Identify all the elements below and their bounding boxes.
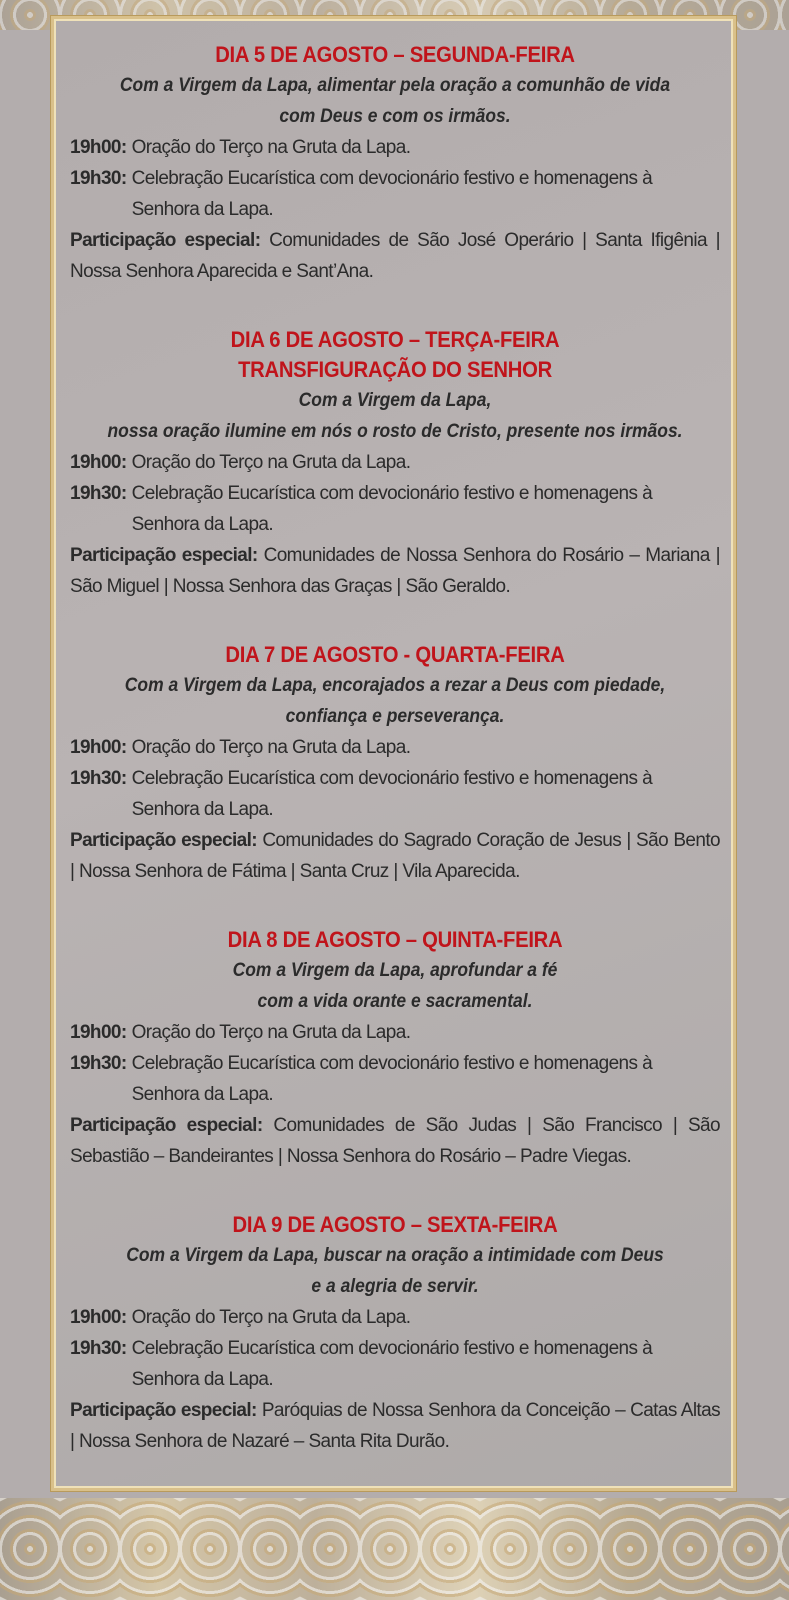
motto-line: Com a Virgem da Lapa, [298,390,492,411]
day-motto [70,1240,720,1302]
bottom-ornament-border [0,1498,789,1600]
schedule-item [70,1017,720,1048]
day-schedule [70,132,720,225]
day-title: DIA 5 DE AGOSTO – SEGUNDA-FEIRA [215,42,575,67]
day-subtitle: TRANSFIGURAÇÃO DO SENHOR [238,357,552,382]
schedule-time: 19h30: [70,168,127,189]
schedule-item [70,478,720,540]
schedule-item [70,163,720,225]
schedule-time: 19h30: [70,1338,127,1359]
day-motto [70,670,720,732]
motto-line: confiança e perseverança. [285,706,505,727]
day-title: DIA 9 DE AGOSTO – SEXTA-FEIRA [232,1212,558,1237]
participation-label: Participação especial: [70,230,261,251]
schedule-description: Oração do Terço na Gruta da Lapa. [131,1022,411,1043]
participation-text: Comunidades de São Judas | São Francisco | São Sebastião – Bandeirantes | Nossa Senhora do Rosário – Padre Viegas. [70,1115,720,1167]
participation [70,1395,720,1457]
schedule-description: Oração do Terço na Gruta da Lapa. [131,137,411,158]
schedule-description: Celebração Eucarística com devocionário festivo e homenagens à Senhora da Lapa. [131,168,653,220]
schedule-description: Celebração Eucarística com devocionário festivo e homenagens à Senhora da Lapa. [131,1338,653,1390]
schedule-time: 19h00: [70,137,127,158]
schedule-description: Oração do Terço na Gruta da Lapa. [131,1307,411,1328]
participation-label: Participação especial: [70,545,258,566]
motto-line: Com a Virgem da Lapa, alimentar pela oração a comunhão de vida [119,75,671,96]
participation-text: Comunidades de São José Operário | Santa Ifigênia | Nossa Senhora Aparecida e Sant’Ana. [70,230,721,282]
schedule-time: 19h00: [70,452,127,473]
schedule-description: Celebração Eucarística com devocionário festivo e homenagens à Senhora da Lapa. [131,768,653,820]
motto-line: e a alegria de servir. [311,1276,479,1297]
day-motto [70,385,720,447]
participation [70,225,720,287]
days-list [70,40,720,1457]
schedule-item [70,1048,720,1110]
day-block [70,640,720,887]
day-block [70,325,720,602]
schedule-item [70,1333,720,1395]
participation-label: Participação especial: [70,1115,263,1136]
schedule-content [70,40,720,1495]
schedule-item [70,132,720,163]
schedule-item [70,447,720,478]
day-motto [70,70,720,132]
schedule-time: 19h30: [70,483,127,504]
participation-text: Comunidades de Nossa Senhora do Rosário – Mariana | São Miguel | Nossa Senhora das Graças | São Geraldo. [70,545,720,597]
day-block [70,1210,720,1457]
day-schedule [70,447,720,540]
day-title: DIA 8 DE AGOSTO – QUINTA-FEIRA [227,927,563,952]
participation-label: Participação especial: [70,830,258,851]
schedule-description: Oração do Terço na Gruta da Lapa. [131,452,411,473]
schedule-item [70,732,720,763]
schedule-item [70,763,720,825]
day-title: DIA 7 DE AGOSTO - QUARTA-FEIRA [225,642,565,667]
day-schedule [70,1017,720,1110]
participation-text: Paróquias de Nossa Senhora da Conceição – Catas Altas | Nossa Senhora de Nazaré – Santa Rita Durão. [70,1400,720,1452]
schedule-time: 19h30: [70,1053,127,1074]
participation [70,825,720,887]
motto-line: Com a Virgem da Lapa, aprofundar a fé [232,960,558,981]
motto-line: nossa oração ilumine em nós o rosto de Cristo, presente nos irmãos. [107,421,683,442]
schedule-description: Celebração Eucarística com devocionário festivo e homenagens à Senhora da Lapa. [131,483,653,535]
motto-line: com a vida orante e sacramental. [257,991,533,1012]
day-schedule [70,732,720,825]
day-block [70,925,720,1172]
schedule-time: 19h00: [70,737,127,758]
day-block [70,40,720,287]
schedule-description: Celebração Eucarística com devocionário festivo e homenagens à Senhora da Lapa. [131,1053,653,1105]
motto-line: Com a Virgem da Lapa, buscar na oração a intimidade com Deus [126,1245,664,1266]
day-title: DIA 6 DE AGOSTO – TERÇA-FEIRA [230,327,560,352]
participation-text: Comunidades do Sagrado Coração de Jesus | São Bento | Nossa Senhora de Fátima | Santa Cruz | Vila Aparecida. [70,830,720,882]
schedule-time: 19h30: [70,768,127,789]
motto-line: Com a Virgem da Lapa, encorajados a rezar a Deus com piedade, [124,675,666,696]
schedule-item [70,1302,720,1333]
schedule-time: 19h00: [70,1307,127,1328]
day-schedule [70,1302,720,1395]
participation [70,1110,720,1172]
schedule-time: 19h00: [70,1022,127,1043]
motto-line: com Deus e com os irmãos. [279,106,511,127]
day-motto [70,955,720,1017]
participation [70,540,720,602]
schedule-description: Oração do Terço na Gruta da Lapa. [131,737,411,758]
participation-label: Participação especial: [70,1400,257,1421]
